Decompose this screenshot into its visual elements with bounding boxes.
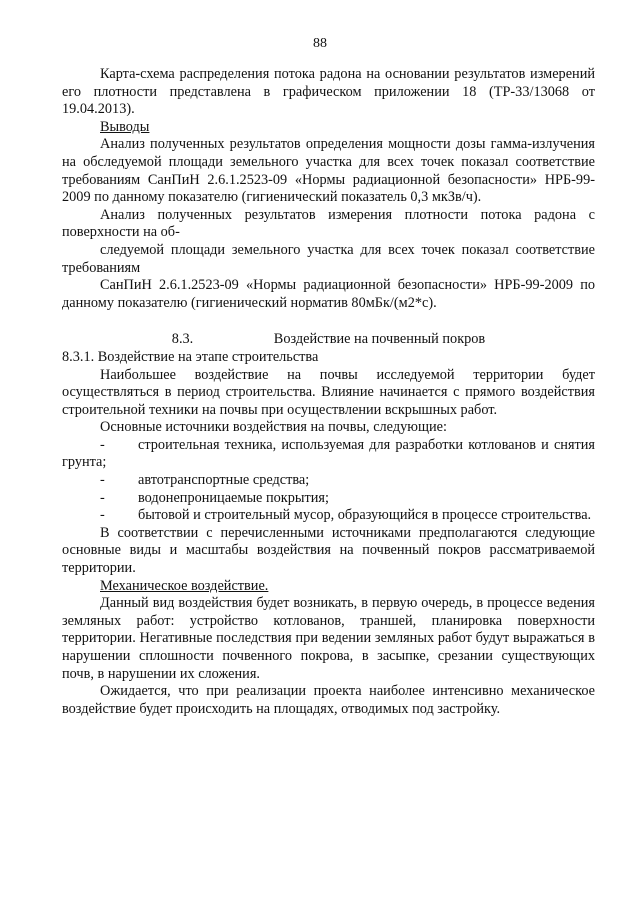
paragraph-mechanical-details: Данный вид воздействия будет возникать, в первую очередь, в процессе ведения земляных работ: устройство котлованов, траншей, планировка поверхности территории. Негативные последствия при ведении земляных работ будут выражаться в нарушении сплошности почвенного покрова, в засыпке, срезании существующих почв, в нарушении их сложения. <box>62 595 595 682</box>
list-item <box>62 507 595 525</box>
section-number: 8.3. <box>171 331 194 348</box>
paragraph-radon-analysis-middle: следуемой площади земельного участка для всех точек показал соответствие требованиям <box>62 241 595 276</box>
list-dash: - <box>100 489 105 506</box>
list-item <box>62 437 595 472</box>
paragraph-expected-impact: Ожидается, что при реализации проекта наиболее интенсивно механическое воздействие будет происходить на площадях, отводимых под застройку. <box>62 683 595 717</box>
list-item <box>62 472 595 490</box>
page-content <box>62 66 595 718</box>
paragraph-impact-types: В соответствии с перечисленными источниками предполагаются следующие основные виды и масштабы воздействия на почвенный покров рассматриваемой территории. <box>62 524 595 577</box>
list-item-text: бытовой и строительный мусор, образующийся в процессе строительства. <box>138 507 592 524</box>
list-item <box>62 490 595 508</box>
paragraph-sources-intro: Основные источники воздействия на почвы, следующие: <box>100 419 447 436</box>
subsection-heading: 8.3.1. Воздействие на этапе строительства <box>62 348 319 365</box>
list-item-text: строительная техника, используемая для разработки котлованов и снятия грунта; <box>62 436 595 471</box>
paragraph-gamma-analysis: Анализ полученных результатов определения мощности дозы гамма-излучения на обследуемой площади земельного участка для всех точек показал соответствие требованиям СанПиН 2.6.1.2523-09 «Нормы радиационной безопасности» НРБ-99-2009 по данному показателю (гигиенический показатель 0,3 мкЗв/ч). <box>62 136 595 206</box>
section-title: Воздействие на почвенный покров <box>273 331 486 348</box>
paragraph-radon-analysis-end: СанПиН 2.6.1.2523-09 «Нормы радиационной безопасности» НРБ-99-2009 по данному показателю (гигиенический норматив 80мБк/(м2*с). <box>62 277 595 311</box>
list-dash: - <box>100 436 105 453</box>
section-heading <box>62 331 595 349</box>
paragraph-radon-map: Карта-схема распределения потока радона на основании результатов измерений его плотности представлена в графическом приложении 18 (ТР-33/13068 от 19.04.2013). <box>62 66 595 118</box>
paragraph-impact-intro: Наибольшее воздействие на почвы исследуемой территории будет осуществляться в период строительства. Влияние начинается с прямого воздействия строительной техники на почвы при осуществлении вскрышных работ. <box>62 366 595 418</box>
list-dash: - <box>100 507 105 524</box>
heading-mechanical-impact: Механическое воздействие. <box>100 577 269 594</box>
list-dash: - <box>100 472 105 489</box>
page-number: 88 <box>313 36 327 51</box>
list-item-text: водонепроницаемые покрытия; <box>138 489 329 506</box>
list-item-text: автотранспортные средства; <box>138 472 310 489</box>
heading-conclusions: Выводы <box>100 118 150 135</box>
paragraph-radon-analysis-start: Анализ полученных результатов измерения плотности потока радона с поверхности на об- <box>62 206 595 241</box>
